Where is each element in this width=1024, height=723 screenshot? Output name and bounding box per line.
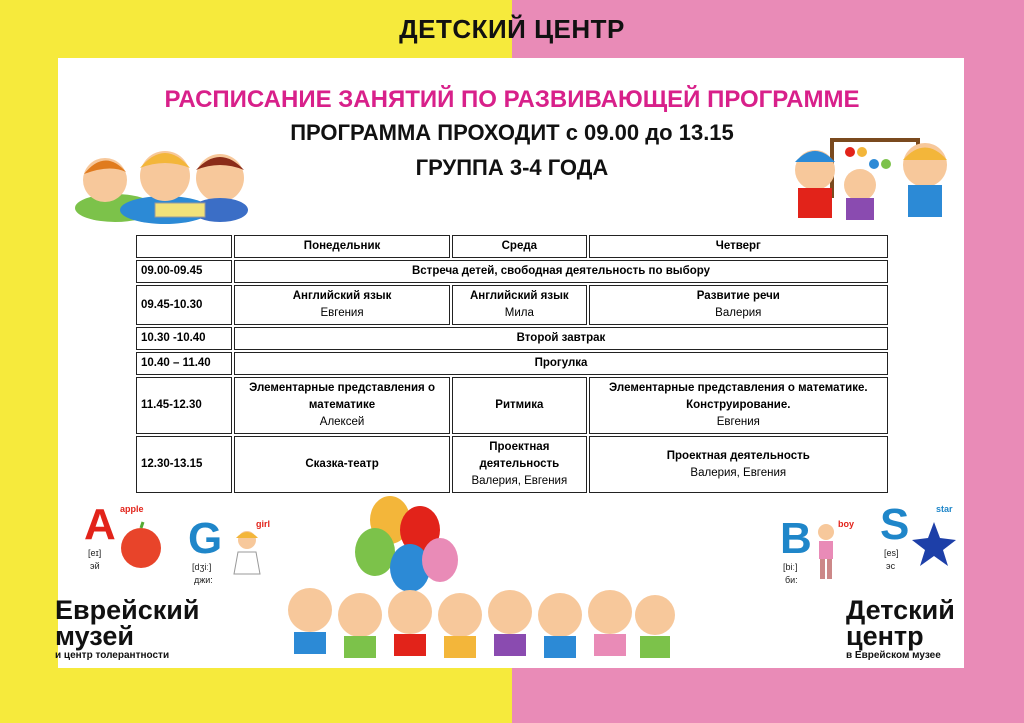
- schedule-title: РАСПИСАНИЕ ЗАНЯТИЙ ПО РАЗВИВАЮЩЕЙ ПРОГРАММЕ: [164, 86, 860, 113]
- activity-title: Элементарные представления о математике: [249, 382, 435, 411]
- word-star: star: [936, 504, 953, 514]
- museum-logo-line2: музей: [55, 621, 134, 651]
- table-header-cell: Понедельник: [234, 235, 450, 258]
- time-cell: 10.40 – 11.40: [136, 352, 232, 375]
- teacher-name: Алексей: [319, 416, 365, 428]
- activity-cell: [452, 377, 587, 434]
- activity-cell: [452, 285, 587, 325]
- teacher-name: Валерия, Евгения: [690, 466, 787, 479]
- ru-a: эй: [90, 561, 100, 571]
- table-row: [136, 377, 888, 434]
- time-cell: 10.30 -10.40: [136, 327, 232, 350]
- time-cell: 12.30-13.15: [136, 436, 232, 493]
- time-cell: 09.45-10.30: [136, 285, 232, 325]
- schedule-table: [134, 233, 890, 495]
- ipa-a: [eɪ]: [88, 548, 102, 558]
- group-age: ГРУППА 3-4 ГОДА: [415, 155, 609, 180]
- letter-g: G: [188, 514, 223, 563]
- teacher-name: Мила: [504, 307, 534, 319]
- center-logo-line1: Детский: [846, 595, 955, 625]
- reading-kids-illustration: [70, 138, 250, 228]
- activity-cell: [589, 285, 888, 325]
- activity-cell: Встреча детей, свободная деятельность по выбору: [234, 260, 888, 283]
- ru-b: би:: [785, 575, 798, 585]
- boy-icon: [812, 522, 840, 584]
- teacher-name: Валерия, Евгения: [471, 475, 568, 487]
- time-cell: 09.00-09.45: [136, 260, 232, 283]
- activity-title: Проектная деятельность: [666, 449, 810, 462]
- letter-a: A: [84, 500, 116, 549]
- activity-cell: [234, 377, 450, 434]
- activity-title: Английский язык: [469, 290, 569, 302]
- activity-cell: [589, 377, 888, 434]
- table-header-cell: Среда: [452, 235, 587, 258]
- teacher-name: Евгения: [320, 307, 364, 319]
- center-logo-line2: центр: [846, 621, 924, 651]
- activity-title: Проектная деятельность: [479, 441, 560, 470]
- word-boy: boy: [838, 519, 855, 529]
- apple-icon: [118, 520, 164, 570]
- museum-logo: [55, 597, 199, 663]
- teacher-name: Евгения: [716, 416, 760, 428]
- activity-cell: Второй завтрак: [234, 327, 888, 350]
- activity-cell: [234, 436, 450, 493]
- page-header: ДЕТСКИЙ ЦЕНТР: [399, 14, 625, 44]
- activity-cell: [452, 436, 587, 493]
- word-girl: girl: [256, 519, 271, 529]
- star-icon: [910, 520, 958, 568]
- center-logo: [846, 597, 955, 663]
- balloons-kids-illustration: [280, 490, 680, 662]
- letter-b: B: [780, 514, 812, 563]
- letter-s: S: [880, 500, 910, 549]
- activity-cell: Прогулка: [234, 352, 888, 375]
- table-header-row: [136, 235, 888, 258]
- word-apple: apple: [120, 504, 144, 514]
- girl-icon: [230, 528, 264, 584]
- ru-g: джи:: [194, 575, 213, 585]
- time-cell: 11.45-12.30: [136, 377, 232, 434]
- ru-s: эс: [886, 561, 896, 571]
- ipa-g: [dʒiː]: [192, 562, 212, 572]
- teacher-name: Валерия: [715, 307, 762, 319]
- museum-logo-subtitle: и центр толерантности: [55, 650, 170, 661]
- table-row: [136, 260, 888, 283]
- table-row: [136, 436, 888, 493]
- activity-title: Сказка-театр: [305, 458, 379, 470]
- activity-cell: [234, 285, 450, 325]
- activity-cell: [589, 436, 888, 493]
- museum-logo-line1: Еврейский: [55, 595, 200, 625]
- abacus-kids-illustration: [790, 130, 960, 225]
- ipa-s: [es]: [884, 548, 899, 558]
- activity-title: Английский язык: [292, 290, 392, 302]
- activity-title: Ритмика: [495, 399, 544, 411]
- table-row: [136, 352, 888, 375]
- center-logo-subtitle: в Еврейском музее: [846, 650, 941, 661]
- table-header-cell: Четверг: [589, 235, 888, 258]
- program-hours: ПРОГРАММА ПРОХОДИТ с 09.00 до 13.15: [290, 120, 734, 145]
- table-header-cell: [136, 235, 232, 258]
- activity-title: Элементарные представления о математике. Конструирование.: [609, 382, 868, 411]
- table-row: [136, 285, 888, 325]
- table-row: [136, 327, 888, 350]
- ipa-b: [biː]: [783, 562, 798, 572]
- activity-title: Развитие речи: [696, 290, 780, 302]
